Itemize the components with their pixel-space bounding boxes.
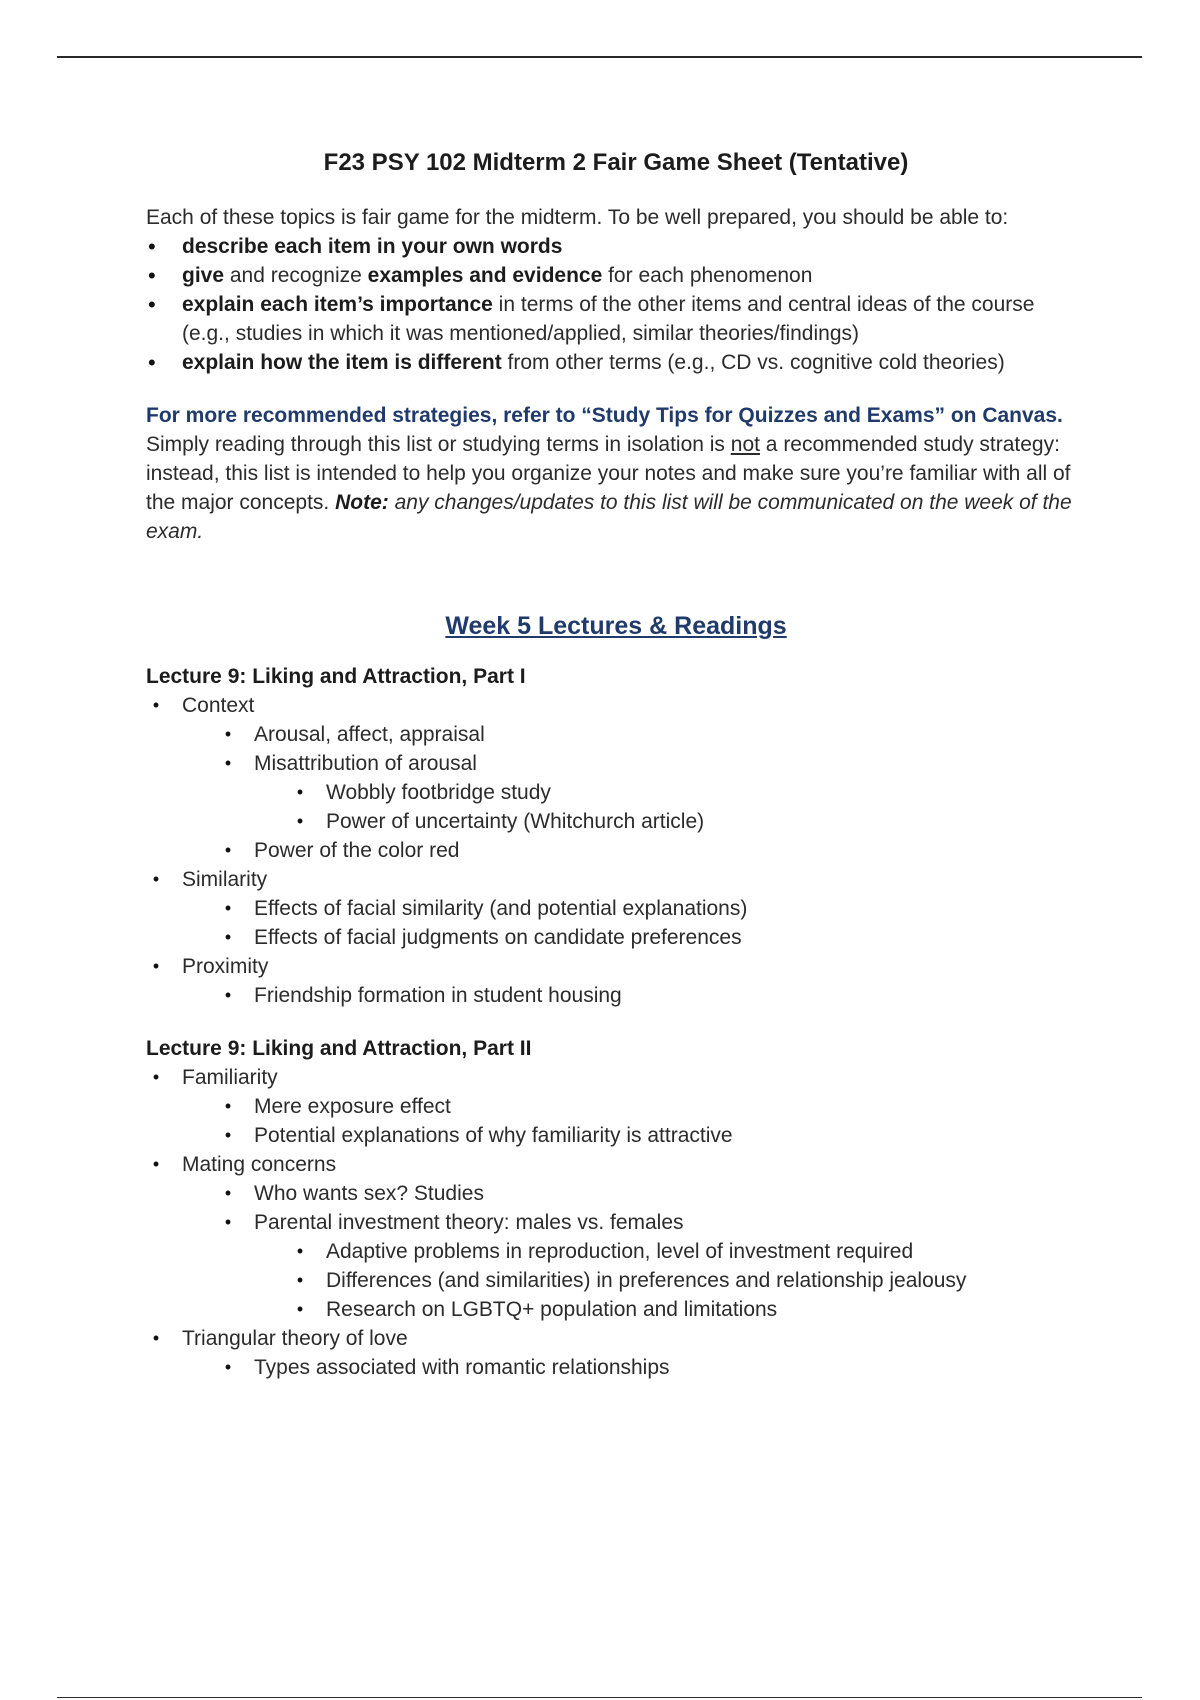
bullet-icon: • bbox=[152, 1067, 160, 1087]
strategy-heading: For more recommended strategies, refer to “Study Tips for Quizzes and Exams” on Canvas. bbox=[146, 404, 1063, 427]
bullet-icon: • bbox=[224, 985, 232, 1005]
topic-list bbox=[146, 1063, 1086, 1382]
item-label: Similarity bbox=[182, 868, 268, 891]
subtopic-list bbox=[182, 894, 1086, 952]
bullet-icon: • bbox=[152, 695, 160, 715]
bullet-icon: • bbox=[224, 840, 232, 860]
subtopic-item bbox=[218, 1092, 1086, 1121]
subtopic-item bbox=[218, 1353, 1086, 1382]
intro-text: Each of these topics is fair game for the midterm. To be well prepared, you should be able to: bbox=[146, 206, 1009, 229]
item-label: Context bbox=[182, 694, 255, 717]
bullet-icon: • bbox=[296, 1241, 304, 1261]
subtopic-item bbox=[218, 836, 1086, 865]
item-label: Power of uncertainty (Whitchurch article) bbox=[326, 810, 705, 833]
topic-item bbox=[146, 1324, 1086, 1382]
bullet-icon: • bbox=[152, 1328, 160, 1348]
bullet-icon: • bbox=[224, 898, 232, 918]
subtopic-item bbox=[218, 894, 1086, 923]
strategy-paragraph bbox=[146, 430, 1086, 546]
strategy-text: Simply reading through this list or studying terms in isolation is bbox=[146, 433, 731, 456]
item-label: Potential explanations of why familiarity is attractive bbox=[254, 1124, 733, 1147]
bullet-icon: • bbox=[152, 1154, 160, 1174]
requirement-text: for each phenomenon bbox=[602, 264, 813, 287]
bullet-icon: • bbox=[224, 753, 232, 773]
topic-item bbox=[146, 952, 1086, 1010]
document-title: F23 PSY 102 Midterm 2 Fair Game Sheet (Tentative) bbox=[323, 149, 909, 176]
item-label: Arousal, affect, appraisal bbox=[254, 723, 485, 746]
subtopic-list bbox=[182, 981, 1086, 1010]
subtopic-list bbox=[254, 1237, 1086, 1324]
item-label: Effects of facial judgments on candidate preferences bbox=[254, 926, 742, 949]
requirement-item bbox=[146, 232, 1086, 261]
requirement-bold: explain each item’s importance bbox=[182, 293, 493, 316]
detail-item bbox=[290, 1266, 1086, 1295]
item-label: Wobbly footbridge study bbox=[326, 781, 551, 804]
lecture-title: Lecture 9: Liking and Attraction, Part II bbox=[146, 1037, 532, 1060]
item-label: Misattribution of arousal bbox=[254, 752, 477, 775]
topic-item bbox=[146, 865, 1086, 952]
subtopic-item bbox=[218, 749, 1086, 836]
subtopic-list bbox=[182, 1179, 1086, 1324]
topic-item bbox=[146, 691, 1086, 865]
topic-list bbox=[146, 691, 1086, 1010]
detail-item bbox=[290, 807, 1086, 836]
bullet-icon: • bbox=[224, 1357, 232, 1377]
item-label: Parental investment theory: males vs. females bbox=[254, 1211, 684, 1234]
requirement-text: and recognize bbox=[224, 264, 368, 287]
bullet-icon: • bbox=[152, 869, 160, 889]
bottom-rule bbox=[57, 1697, 1142, 1698]
requirement-item bbox=[146, 290, 1086, 348]
item-label: Adaptive problems in reproduction, level of investment required bbox=[326, 1240, 914, 1263]
item-label: Mere exposure effect bbox=[254, 1095, 451, 1118]
item-label: Triangular theory of love bbox=[182, 1327, 408, 1350]
subtopic-item bbox=[218, 923, 1086, 952]
bullet-icon: • bbox=[296, 1299, 304, 1319]
strategy-not-emphasis: not bbox=[730, 433, 760, 456]
bullet-icon: • bbox=[152, 956, 160, 976]
item-label: Familiarity bbox=[182, 1066, 278, 1089]
bullet-icon: • bbox=[296, 1270, 304, 1290]
subtopic-list bbox=[182, 1353, 1086, 1382]
week-title: Week 5 Lectures & Readings bbox=[445, 612, 787, 640]
bullet-icon: • bbox=[224, 1183, 232, 1203]
item-label: Proximity bbox=[182, 955, 269, 978]
subtopic-list bbox=[254, 778, 1086, 836]
bullet-icon: • bbox=[296, 782, 304, 802]
note-label: Note: bbox=[335, 491, 389, 514]
subtopic-list bbox=[182, 720, 1086, 865]
detail-item bbox=[290, 1295, 1086, 1324]
item-label: Who wants sex? Studies bbox=[254, 1182, 484, 1205]
top-rule bbox=[57, 56, 1142, 58]
topic-item bbox=[146, 1150, 1086, 1324]
bullet-icon: • bbox=[224, 1096, 232, 1116]
topic-item bbox=[146, 1063, 1086, 1150]
requirement-bold: describe each item in your own words bbox=[182, 235, 563, 258]
item-label: Effects of facial similarity (and potential explanations) bbox=[254, 897, 748, 920]
strategy-text: a recommended study strategy: instead, this list is intended to help you organize your notes and make sure you’re familiar with all of the major concepts. bbox=[146, 433, 1071, 514]
bullet-icon: • bbox=[224, 1125, 232, 1145]
lecture-title: Lecture 9: Liking and Attraction, Part I bbox=[146, 665, 526, 688]
note-text: any changes/updates to this list will be communicated on the week of the exam. bbox=[146, 491, 1072, 543]
requirement-item bbox=[146, 348, 1086, 377]
subtopic-item bbox=[218, 1121, 1086, 1150]
bullet-icon: • bbox=[296, 811, 304, 831]
item-label: Mating concerns bbox=[182, 1153, 337, 1176]
subtopic-item bbox=[218, 720, 1086, 749]
detail-item bbox=[290, 778, 1086, 807]
item-label: Differences (and similarities) in preferences and relationship jealousy bbox=[326, 1269, 967, 1292]
requirements-list bbox=[146, 232, 1086, 377]
requirement-bold: give bbox=[182, 264, 225, 287]
requirement-text: in terms of the other items and central ideas of the course (e.g., studies in which it was mentioned/applied, similar theories/findings) bbox=[182, 293, 1035, 345]
subtopic-item bbox=[218, 981, 1086, 1010]
requirement-item bbox=[146, 261, 1086, 290]
document-body bbox=[146, 145, 1086, 1382]
requirement-bold: examples and evidence bbox=[367, 264, 603, 287]
item-label: Friendship formation in student housing bbox=[254, 984, 622, 1007]
requirement-bold: explain how the item is different bbox=[182, 351, 502, 374]
bullet-icon: • bbox=[224, 724, 232, 744]
bullet-icon: • bbox=[224, 927, 232, 947]
detail-item bbox=[290, 1237, 1086, 1266]
requirement-text: from other terms (e.g., CD vs. cognitive cold theories) bbox=[501, 351, 1005, 374]
bullet-icon: • bbox=[224, 1212, 232, 1232]
lectures-container bbox=[146, 662, 1086, 1382]
subtopic-item bbox=[218, 1179, 1086, 1208]
subtopic-item bbox=[218, 1208, 1086, 1324]
item-label: Types associated with romantic relationships bbox=[254, 1356, 670, 1379]
subtopic-list bbox=[182, 1092, 1086, 1150]
item-label: Power of the color red bbox=[254, 839, 460, 862]
item-label: Research on LGBTQ+ population and limitations bbox=[326, 1298, 778, 1321]
